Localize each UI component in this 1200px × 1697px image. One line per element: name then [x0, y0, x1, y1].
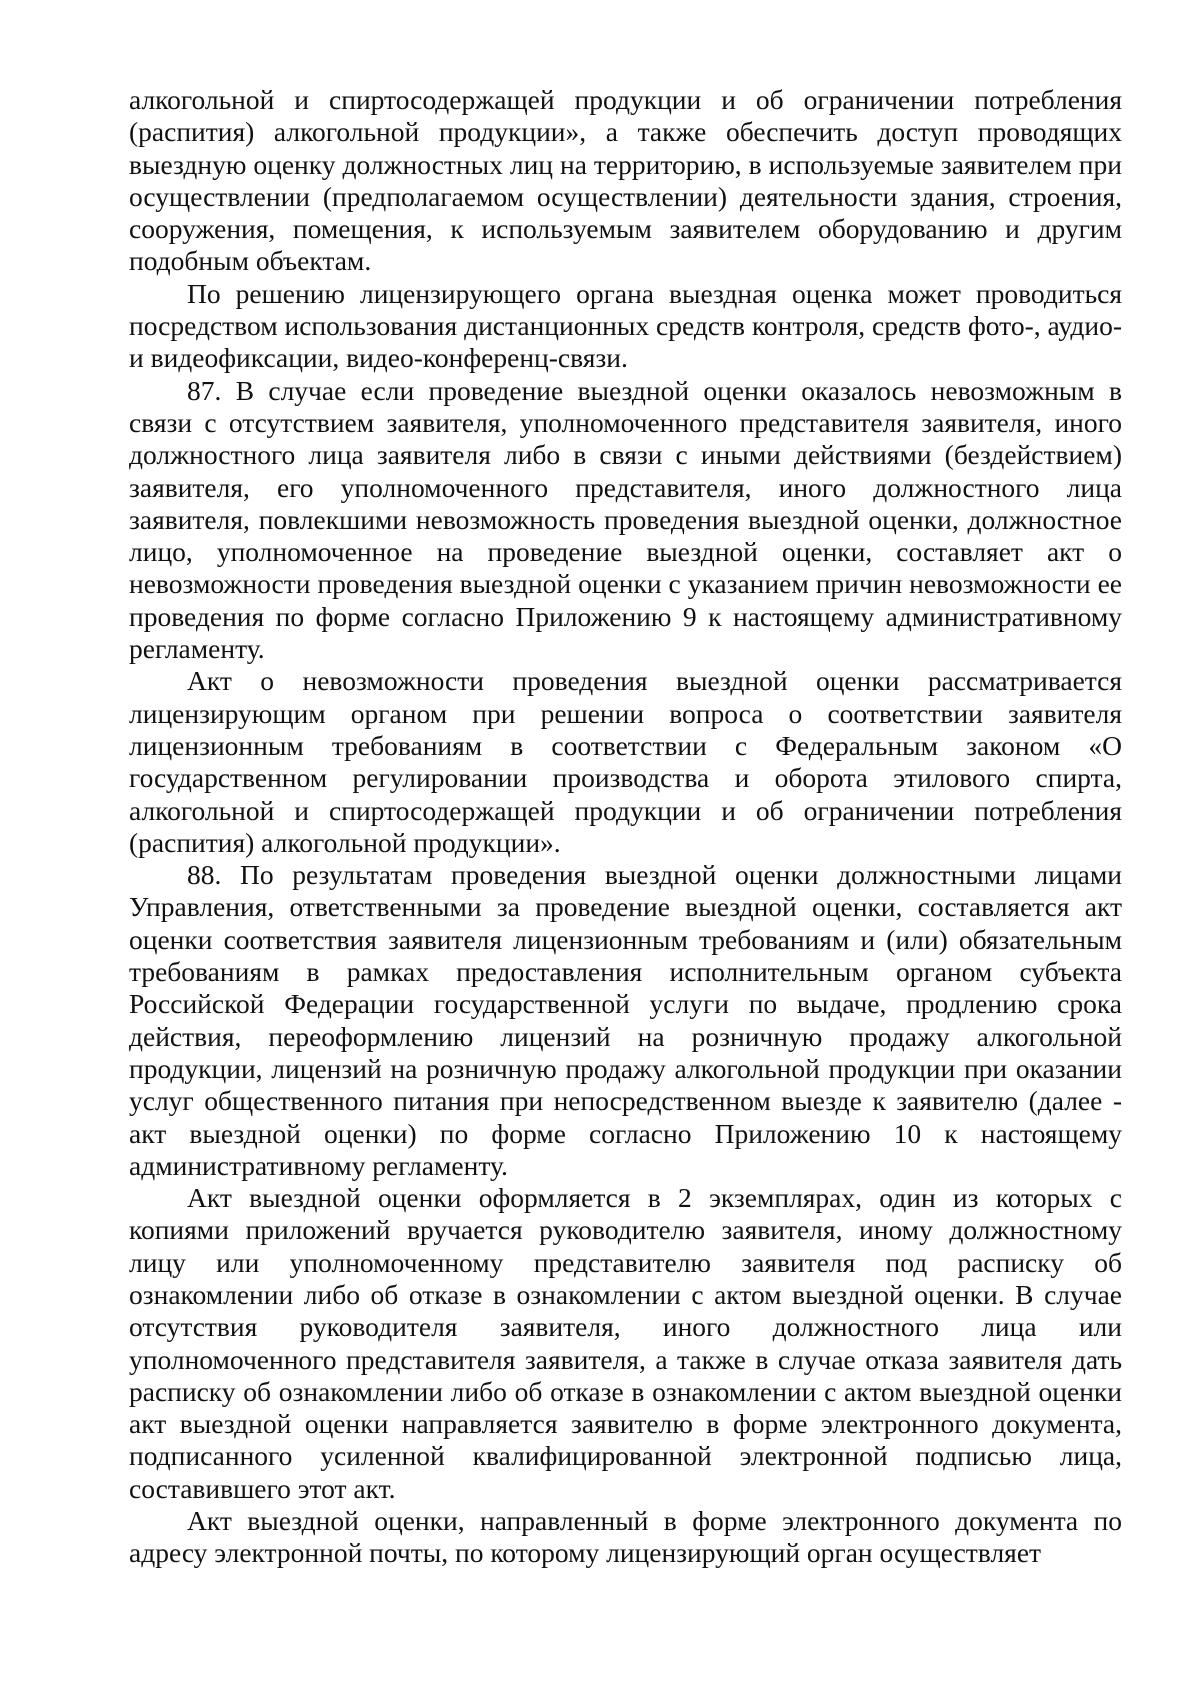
paragraph-act-copies: Акт выездной оценки оформляется в 2 экземплярах, один из которых с копиями приложений вручается руководителю заявителя, иному должностному лицу или уполномоченному представителю заявителя под расписку об ознакомлении либо об отказе в ознакомлении с актом выездной оценки. В случае отсутствия руководителя заявителя, иного должностного лица или уполномоченного представителя заявителя, а также в случае отказа заявителя дать расписку об ознакомлении либо об отказе в ознакомлении с актом выездной оценки акт выездной оценки направляется заявителю в форме электронного документа, подписанного усиленной квалифицированной электронной подписью лица, составившего этот акт. — [129, 1182, 1122, 1504]
paragraph-electronic-act: Акт выездной оценки, направленный в форме электронного документа по адресу электронной почты, по которому лицензирующий орган осуществляет — [129, 1505, 1122, 1569]
paragraph-impossibility-act: Акт о невозможности проведения выездной оценки рассматривается лицензирующим органом при решении вопроса о соответствии заявителя лицензионным требованиям в соответствии с Федеральным законом «О государственном регулировании производства и оборота этилового спирта, алкогольной и спиртосодержащей продукции и об ограничении потребления (распития) алкогольной продукции». — [129, 665, 1122, 858]
paragraph-clause-88: 88. По результатам проведения выездной оценки должностными лицами Управления, ответственными за проведение выездной оценки, составляется акт оценки соответствия заявителя лицензионным требованиям и (или) обязательным требованиям в рамках предоставления исполнительным органом субъекта Российской Федерации государственной услуги по выдаче, продлению срока действия, переоформлению лицензий на розничную продажу алкогольной продукции, лицензий на розничную продажу алкогольной продукции при оказании услуг общественного питания при непосредственном выезде к заявителю (далее - акт выездной оценки) по форме согласно Приложению 10 к настоящему административному регламенту. — [129, 859, 1122, 1181]
document-page — [129, 84, 1122, 1570]
paragraph-remote-evaluation: По решению лицензирующего органа выездная оценка может проводиться посредством использования дистанционных средств контроля, средств фото-, аудио- и видеофиксации, видео-конференц-связи. — [129, 277, 1122, 374]
paragraph-continuation: алкогольной и спиртосодержащей продукции и об ограничении потребления (распития) алкогольной продукции», а также обеспечить доступ проводящих выездную оценку должностных лиц на территорию, в используемые заявителем при осуществлении (предполагаемом осуществлении) деятельности здания, строения, сооружения, помещения, к используемым заявителем оборудованию и другим подобным объектам. — [129, 84, 1122, 277]
paragraph-clause-87: 87. В случае если проведение выездной оценки оказалось невозможным в связи с отсутствием заявителя, уполномоченного представителя заявителя, иного должностного лица заявителя либо в связи с иными действиями (бездействием) заявителя, его уполномоченного представителя, иного должностного лица заявителя, повлекшими невозможность проведения выездной оценки, должностное лицо, уполномоченное на проведение выездной оценки, составляет акт о невозможности проведения выездной оценки с указанием причин невозможности ее проведения по форме согласно Приложению 9 к настоящему административному регламенту. — [129, 374, 1122, 665]
